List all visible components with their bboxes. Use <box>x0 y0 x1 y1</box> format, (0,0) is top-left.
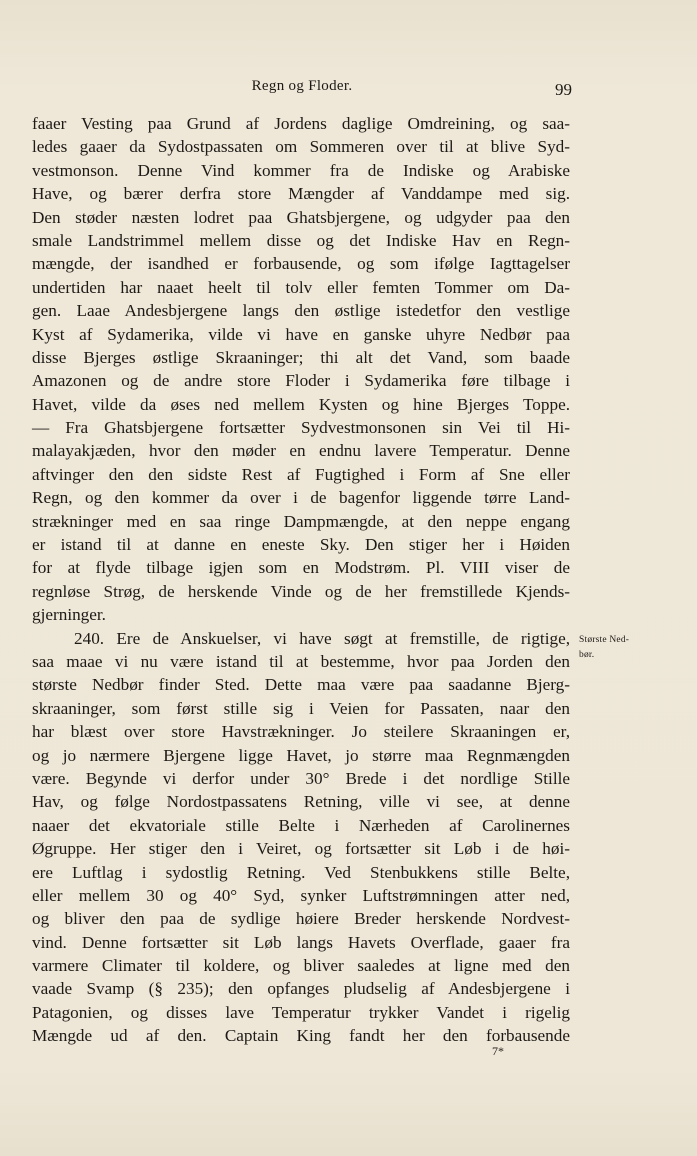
text-line: Kyst af Sydamerika, vilde vi have en ganske uhyre Nedbør paa <box>32 324 570 344</box>
text-line: Hav, og følge Nordostpassatens Retning, ville vi see, at denne <box>32 792 570 812</box>
text-line: mængde, der isandhed er forbausende, og som ifølge Iagttagelser <box>32 254 570 274</box>
text-line: Regn, og den kommer da over i de bagenfor liggende tørre Land- <box>32 488 570 508</box>
text-line: Patagonien, og disses lave Temperatur trykker Vandet i rigelig <box>32 1002 570 1022</box>
text-line: Havet, vilde da øses ned mellem Kysten og hine Bjerges Toppe. <box>32 394 570 414</box>
body-text <box>32 112 570 1048</box>
text-line: og bliver den paa de sydlige høiere Breder herskende Nordvest- <box>32 909 570 929</box>
marginal-note <box>579 633 659 663</box>
text-line: saa maae vi nu være istand til at bestemme, hvor paa Jorden den <box>32 651 570 671</box>
signature-mark: 7* <box>492 1044 504 1058</box>
text-line: disse Bjerges østlige Skraaninger; thi alt det Vand, som baade <box>32 347 570 367</box>
text-line: gjerninger. <box>32 605 106 625</box>
text-line: største Nedbør finder Sted. Dette maa være paa saadanne Bjerg- <box>32 675 570 695</box>
text-line: har blæst over store Havstrækninger. Jo steilere Skraaningen er, <box>32 722 570 742</box>
text-line: vind. Denne fortsætter sit Løb langs Havets Overflade, gaaer fra <box>32 932 570 952</box>
text-line: og jo nærmere Bjergene ligge Havet, jo større maa Regnmængden <box>32 745 570 765</box>
running-head: Regn og Floder. <box>251 78 353 94</box>
text-line: Have, og bærer derfra store Mængder af Vanddampe med sig. <box>32 184 570 204</box>
text-line: Den støder næsten lodret paa Ghatsbjergene, og udgyder paa den <box>32 207 570 227</box>
page-number: 99 <box>555 80 572 99</box>
text-line: er istand til at danne en eneste Sky. Den stiger her i Høiden <box>32 535 570 555</box>
paragraph-240-start: 240. Ere de Anskuelser, vi have søgt at fremstille, de rigtige, <box>74 628 570 648</box>
text-line: strækninger med en saa ringe Dampmængde, at den neppe engang <box>32 511 570 531</box>
text-line: undertiden har naaet heelt til tolv eller femten Tommer om Da- <box>32 277 570 297</box>
text-line: ere Luftlag i sydostlig Retning. Ved Stenbukkens stille Belte, <box>32 862 570 882</box>
text-line: regnløse Strøg, de herskende Vinde og de her fremstillede Kjends- <box>32 581 570 601</box>
text-line: gen. Laae Andesbjergene langs den østlige istedetfor den vestlige <box>32 301 570 321</box>
marginal-note-line: bør. <box>579 650 595 660</box>
page-header <box>32 78 572 100</box>
text-line: eller mellem 30 og 40° Syd, synker Luftstrømningen atter ned, <box>32 885 570 905</box>
text-line: ledes gaaer da Sydostpassaten om Sommeren over til at blive Syd- <box>32 137 570 157</box>
text-line: naaer det ekvatoriale stille Belte i Nærheden af Carolinernes <box>32 815 570 835</box>
text-line: være. Begynde vi derfor under 30° Brede i det nordlige Stille <box>32 768 570 788</box>
text-line: Mængde ud af den. Captain King fandt her den forbausende <box>32 1026 570 1046</box>
text-line: vestmonson. Denne Vind kommer fra de Indiske og Arabiske <box>32 160 570 180</box>
text-line: for at flyde tilbage igjen som en Modstrøm. Pl. VIII viser de <box>32 558 570 578</box>
text-line: vaade Svamp (§ 235); den opfanges pludselig af Andesbjergene i <box>32 979 570 999</box>
marginal-note-line: Største Ned- <box>579 635 630 645</box>
text-line: aftvinger den den sidste Rest af Fugtighed i Form af Sne eller <box>32 464 570 484</box>
text-line: smale Landstrimmel mellem disse og det Indiske Hav en Regn- <box>32 230 570 250</box>
text-line: Øgruppe. Her stiger den i Veiret, og fortsætter sit Løb i de høi- <box>32 839 570 859</box>
text-line: varmere Climater til koldere, og bliver saaledes at ligne med den <box>32 956 570 976</box>
text-line: — Fra Ghatsbjergene fortsætter Sydvestmonsonen sin Vei til Hi- <box>32 418 570 438</box>
text-line: faaer Vesting paa Grund af Jordens daglige Omdreining, og saa- <box>32 114 570 133</box>
text-line: Amazonen og de andre store Floder i Sydamerika føre tilbage i <box>32 371 570 391</box>
text-line: malayakjæden, hvor den møder en endnu lavere Temperatur. Denne <box>32 441 570 461</box>
text-line: skraaninger, som først stille sig i Veien for Passaten, naar den <box>32 698 570 718</box>
